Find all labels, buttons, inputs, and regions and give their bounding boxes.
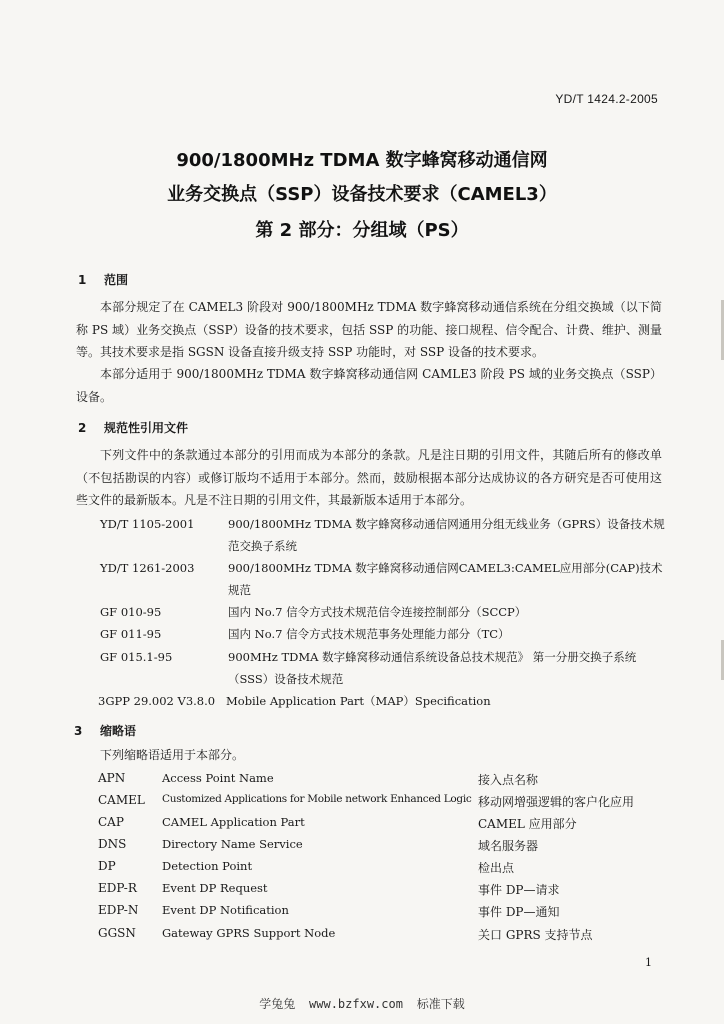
abbreviation: GGSN <box>98 926 136 940</box>
reference-title: 国内 No.7 信令方式技术规范信令连接控制部分（SCCP） <box>228 605 527 619</box>
abbreviation-row <box>0 771 724 793</box>
reference-code: GF 011-95 <box>100 627 162 641</box>
section-3-intro: 下列缩略语适用于本部分。 <box>100 748 245 762</box>
abbreviation-row <box>0 859 724 881</box>
reference-code: YD/T 1105-2001 <box>100 517 195 531</box>
abbreviation-english: Directory Name Service <box>162 837 303 851</box>
reference-code: 3GPP 29.002 V3.8.0 <box>98 694 216 708</box>
abbreviation: DP <box>98 859 116 873</box>
abbreviation-chinese: 关口 GPRS 支持节点 <box>478 928 593 942</box>
document-code: YD/T 1424.2-2005 <box>555 92 658 106</box>
section-1-heading <box>78 271 128 288</box>
abbreviation: DNS <box>98 837 127 851</box>
abbreviation: APN <box>98 771 126 785</box>
abbreviation-english: CAMEL Application Part <box>162 815 305 829</box>
abbreviation: EDP-N <box>98 903 139 917</box>
reference-title: 900MHz TDMA 数字蜂窝移动通信系统设备总技术规范》 第一分册交换子系统（SSS）设备技术规范 <box>228 650 637 686</box>
reference-code: GF 015.1-95 <box>100 650 173 664</box>
section-2-intro: 下列文件中的条款通过本部分的引用而成为本部分的条款。凡是注日期的引用文件，其随后所有的修改单（不包括勘误的内容）或修订版均不适用于本部分。然而，鼓励根据本部分达成协议的各方研究是否可使用这些文件的最新版本。凡是不注日期的引用文件，其最新版本适用于本部分。 <box>76 448 662 507</box>
section-number: 3 <box>74 724 83 738</box>
abbreviation: EDP-R <box>98 881 137 895</box>
section-number: 2 <box>78 421 87 435</box>
footer-tagline: 标准下载 <box>416 997 465 1011</box>
reference-title: 900/1800MHz TDMA 数字蜂窝移动通信网通用分组无线业务（GPRS）设备技术规范交换子系统 <box>228 517 665 553</box>
abbreviation-english: Event DP Notification <box>162 903 289 917</box>
abbreviation-row <box>0 837 724 859</box>
abbreviation-chinese: 接入点名称 <box>478 773 539 787</box>
abbreviation-english: Access Point Name <box>162 771 274 785</box>
section-2-heading <box>78 419 188 436</box>
section-1-paragraph-2: 本部分适用于 900/1800MHz TDMA 数字蜂窝移动通信网 CAMLE3 阶段 PS 域的业务交换点（SSP）设备。 <box>76 367 662 404</box>
abbreviation-english: Gateway GPRS Support Node <box>162 926 336 940</box>
abbreviation-english: Detection Point <box>162 859 253 873</box>
abbreviation-row <box>0 881 724 903</box>
reference-code: YD/T 1261-2003 <box>100 561 195 575</box>
section-number: 1 <box>78 273 87 287</box>
footer-site-name: 学兔兔 <box>259 997 296 1011</box>
abbreviation-english: Event DP Request <box>162 881 268 895</box>
abbreviation-chinese: 事件 DP—请求 <box>478 883 560 897</box>
abbreviation: CAP <box>98 815 124 829</box>
section-1-paragraph-1: 本部分规定了在 CAMEL3 阶段对 900/1800MHz TDMA 数字蜂窝移动通信系统在分组交换域（以下简称 PS 域）业务交换点（SSP）设备的技术要求，包括 SSP 的功能、接口规程、信令配合、计费、维护、测量等。其技术要求是指 SGSN 设备直接升级支持 SSP 功能时，对 SSP 设备的技术要求。 <box>76 300 662 359</box>
section-title: 规范性引用文件 <box>104 421 189 435</box>
reference-title: 900/1800MHz TDMA 数字蜂窝移动通信网CAMEL3:CAMEL应用部分(CAP)技术规范 <box>228 561 663 597</box>
section-3-heading <box>74 722 136 739</box>
section-title: 范围 <box>104 273 129 287</box>
abbreviation-chinese: 域名服务器 <box>478 839 539 853</box>
abbreviation-row <box>0 903 724 925</box>
abbreviation-chinese: 检出点 <box>478 861 515 875</box>
page-number: 1 <box>645 956 652 969</box>
abbreviation-chinese: 移动网增强逻辑的客户化应用 <box>478 795 635 809</box>
section-title: 缩略语 <box>100 724 137 738</box>
reference-code: GF 010-95 <box>100 605 162 619</box>
title-line-1: 900/1800MHz TDMA 数字蜂窝移动通信网 <box>176 150 548 171</box>
abbreviation-row <box>0 926 724 948</box>
abbreviation-chinese: CAMEL 应用部分 <box>478 817 577 831</box>
abbreviation-english: Customized Applications for Mobile network Enhanced Logic <box>162 793 472 805</box>
site-footer <box>0 995 724 1012</box>
abbreviation-row <box>0 815 724 837</box>
abbreviation-chinese: 事件 DP—通知 <box>478 905 560 919</box>
reference-title: 国内 No.7 信令方式技术规范事务处理能力部分（TC） <box>228 627 510 641</box>
reference-title: Mobile Application Part（MAP）Specification <box>226 694 491 708</box>
abbreviation-row <box>0 793 724 815</box>
title-line-3: 第 2 部分：分组域（PS） <box>255 220 469 241</box>
footer-url-link[interactable]: www.bzfxw.com <box>309 997 403 1011</box>
title-line-2: 业务交换点（SSP）设备技术要求（CAMEL3） <box>167 184 557 205</box>
abbreviation: CAMEL <box>98 793 145 807</box>
